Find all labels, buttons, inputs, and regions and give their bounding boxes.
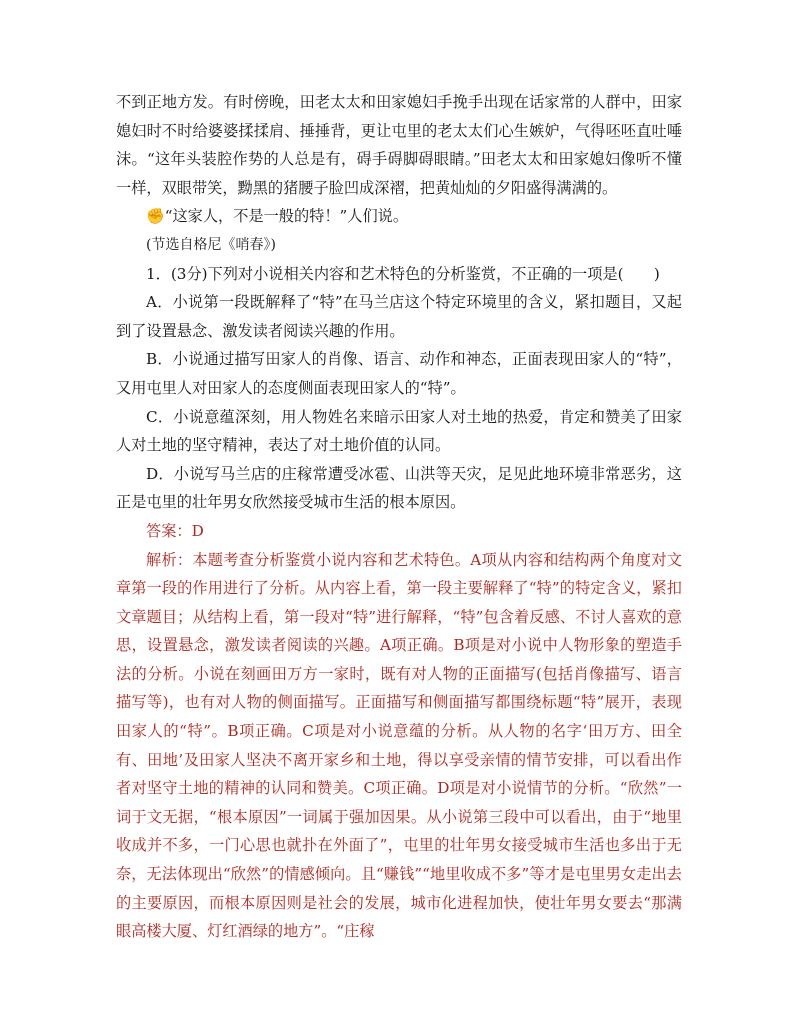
passage-paragraph-1: 不到正地方发。有时傍晚，田老太太和田家媳妇手挽手出现在话家常的人群中，田家媳妇时不时给婆婆揉揉肩、捶捶背，更让屯里的老太太们心生嫉妒，气得呸呸直吐唾沫。“这年头装腔作势的人总是有，碍手碍脚碍眼睛。”田老太太和田家媳妇像听不懂一样，双眼带笑，黝黑的猪腰子脸凹成深褶，把黄灿灿的夕阳盛得满满的。 <box>116 93 682 197</box>
passage-quote: “这家人，不是一般的特！”人们说。 <box>164 207 409 226</box>
option-b: B．小说通过描写田家人的肖像、语言、动作和神态，正面表现田家人的“特”，又用屯里人对田家人的态度侧面表现田家人的“特”。 <box>116 350 682 397</box>
document-page <box>116 88 682 946</box>
option-c: C．小说意蕴深刻，用人物姓名来暗示田家人对土地的热爱，肯定和赞美了田家人对土地的坚守精神，表达了对土地价值的认同。 <box>116 407 682 455</box>
option-d: D．小说写马兰店的庄稼常遭受冰雹、山洪等天灾，足见此地环境非常恶劣，这正是屯里的壮年男女欣然接受城市生活的根本原因。 <box>116 464 682 512</box>
answer-line: 答案：D <box>146 521 204 540</box>
passage-paragraph-2 <box>116 202 682 231</box>
fist-icon: ✊ <box>146 207 165 226</box>
question-stem: 1．(3分)下列对小说相关内容和艺术特色的分析鉴赏，不正确的一项是( ) <box>146 264 660 283</box>
analysis-text: 解析：本题考查分析鉴赏小说内容和艺术特色。A项从内容和结构两个角度对文章第一段的作用进行了分析。从内容上看，第一段主要解释了“特”的特定含义，紧扣文章题目；从结构上看，第一段对“特”进行解释，“特”包含着反感、不讨人喜欢的意思，设置悬念，激发读者阅读的兴趣。A项正确。B项是对小说中人物形象的塑造手法的分析。小说在刻画田万方一家时，既有对人物的正面描写(包括肖像描写、语言描写等)，也有对人物的侧面描写。正面描写和侧面描写都围绕标题“特”展开，表现田家人的“特”。B项正确。C项是对小说意蕴的分析。从人物的名字‘田万方、田全有、田地’及田家人坚决不离开家乡和土地，得以享受亲情的情节安排，可以看出作者对坚守土地的精神的认同和赞美。C项正确。D项是对小说情节的分析。“欣然”一词于文无据，“根本原因”一词属于强加因果。从小说第三段中可以看出，由于“地里收成并不多，一门心思也就扑在外面了”，屯里的壮年男女接受城市生活也多出于无奈，无法体现出“欣然”的情感倾向。且“赚钱”“地里收成不多”等才是屯里男女走出去的主要原因，而根本原因则是社会的发展，城市化进程加快，使壮年男女要去“那满眼高楼大厦、灯红酒绿的地方”。“庄稼 <box>116 550 682 941</box>
passage-source: (节选自格尼《哨春》) <box>146 236 276 253</box>
option-a: A．小说第一段既解释了“特”在马兰店这个特定环境里的含义，紧扣题目，又起到了设置悬念、激发读者阅读兴趣的作用。 <box>116 293 682 340</box>
